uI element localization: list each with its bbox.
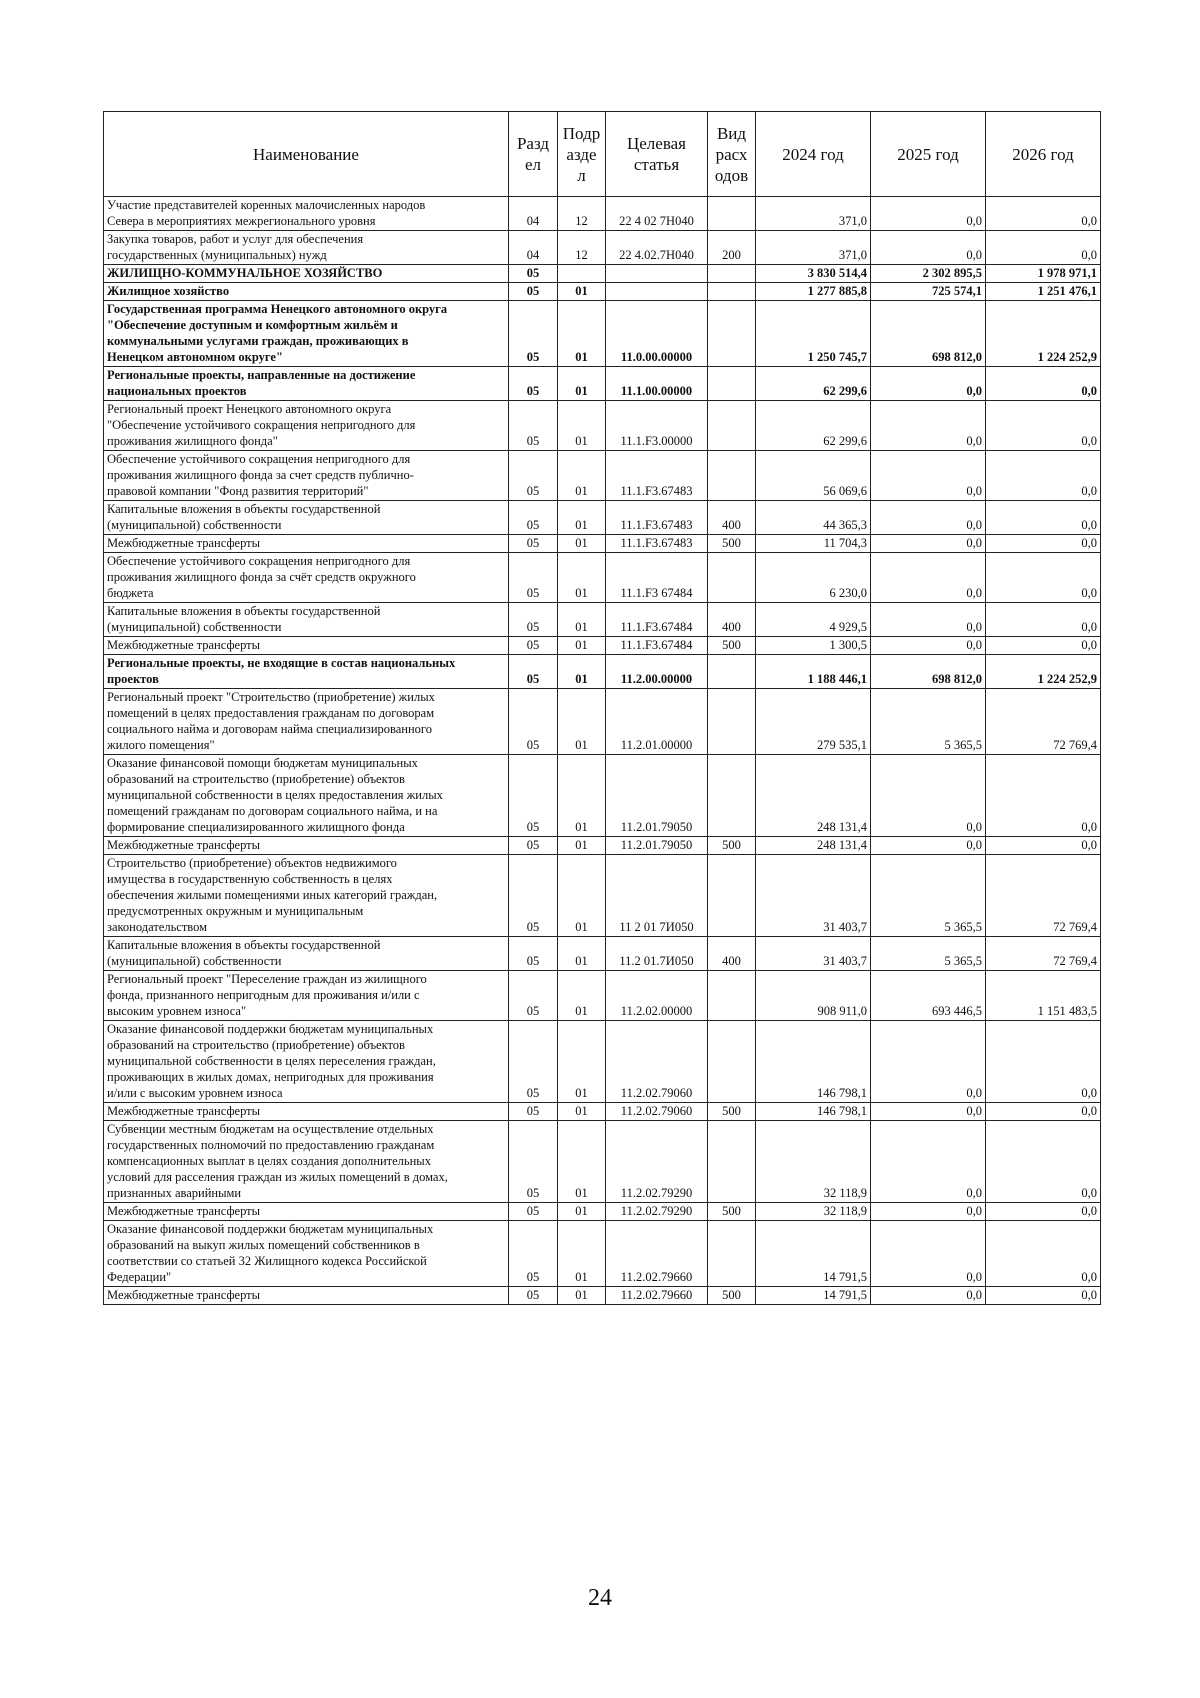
row-value-2025: 698 812,0 (871, 301, 986, 367)
row-value-2025: 0,0 (871, 451, 986, 501)
row-subsection: 12 (558, 231, 606, 265)
row-name: Региональные проекты, направленные на достижение национальных проектов (104, 367, 509, 401)
header-expense-type: Вид расх одов (708, 112, 756, 197)
row-value-2026: 0,0 (986, 603, 1101, 637)
row-value-2024: 31 403,7 (756, 855, 871, 937)
row-target-article: 11.1.F3.00000 (606, 401, 708, 451)
table-row (104, 755, 1101, 837)
row-expense-type: 500 (708, 1103, 756, 1121)
row-subsection: 01 (558, 855, 606, 937)
row-value-2025: 698 812,0 (871, 655, 986, 689)
row-section: 05 (509, 1021, 558, 1103)
row-value-2025: 0,0 (871, 535, 986, 553)
row-expense-type: 500 (708, 1203, 756, 1221)
row-expense-type: 400 (708, 603, 756, 637)
row-value-2026: 1 251 476,1 (986, 283, 1101, 301)
row-section: 05 (509, 283, 558, 301)
row-value-2025: 0,0 (871, 637, 986, 655)
row-value-2025: 0,0 (871, 401, 986, 451)
row-subsection: 01 (558, 689, 606, 755)
row-section: 05 (509, 401, 558, 451)
row-target-article: 11.1.F3.67483 (606, 501, 708, 535)
row-section: 05 (509, 1221, 558, 1287)
row-subsection: 01 (558, 1103, 606, 1121)
row-expense-type (708, 755, 756, 837)
table-row (104, 197, 1101, 231)
row-value-2024: 32 118,9 (756, 1203, 871, 1221)
row-name: ЖИЛИЩНО-КОММУНАЛЬНОЕ ХОЗЯЙСТВО (104, 265, 509, 283)
row-name: Межбюджетные трансферты (104, 637, 509, 655)
row-name: Межбюджетные трансферты (104, 535, 509, 553)
row-expense-type (708, 855, 756, 937)
table-row (104, 637, 1101, 655)
row-expense-type (708, 451, 756, 501)
row-name: Оказание финансовой поддержки бюджетам муниципальных образований на выкуп жилых помещений собственников в соответствии со статьей 32 Жилищного кодекса Российской Федерации" (104, 1221, 509, 1287)
table-row (104, 655, 1101, 689)
row-section: 05 (509, 535, 558, 553)
row-expense-type (708, 401, 756, 451)
row-target-article: 11.2.02.79660 (606, 1221, 708, 1287)
row-value-2026: 1 224 252,9 (986, 301, 1101, 367)
table-row (104, 283, 1101, 301)
row-section: 05 (509, 855, 558, 937)
row-section: 05 (509, 265, 558, 283)
table-row (104, 401, 1101, 451)
row-section: 05 (509, 971, 558, 1021)
row-value-2025: 693 446,5 (871, 971, 986, 1021)
row-value-2026: 0,0 (986, 553, 1101, 603)
table-row (104, 1121, 1101, 1203)
table-row (104, 689, 1101, 755)
row-expense-type (708, 553, 756, 603)
row-subsection: 01 (558, 401, 606, 451)
row-value-2026: 1 224 252,9 (986, 655, 1101, 689)
row-target-article: 11.2.01.79050 (606, 755, 708, 837)
row-value-2026: 0,0 (986, 401, 1101, 451)
row-value-2026: 72 769,4 (986, 689, 1101, 755)
row-value-2026: 0,0 (986, 1103, 1101, 1121)
row-section: 04 (509, 197, 558, 231)
row-expense-type: 200 (708, 231, 756, 265)
row-value-2024: 32 118,9 (756, 1121, 871, 1203)
row-section: 05 (509, 755, 558, 837)
row-target-article: 11.1.F3.67484 (606, 637, 708, 655)
table-row (104, 553, 1101, 603)
row-value-2026: 0,0 (986, 1287, 1101, 1305)
row-subsection: 12 (558, 197, 606, 231)
row-value-2026: 0,0 (986, 501, 1101, 535)
row-target-article: 11.2.02.79060 (606, 1103, 708, 1121)
row-value-2024: 14 791,5 (756, 1221, 871, 1287)
row-name: Оказание финансовой помощи бюджетам муниципальных образований на строительство (приобретение) объектов муниципальной собственности в целях предоставления жилых помещений гражданам по договорам социального найма, и на формирование специализированного жилищного фонда (104, 755, 509, 837)
row-expense-type (708, 689, 756, 755)
row-value-2026: 1 978 971,1 (986, 265, 1101, 283)
row-expense-type (708, 655, 756, 689)
row-value-2024: 248 131,4 (756, 755, 871, 837)
row-expense-type: 500 (708, 637, 756, 655)
row-value-2026: 0,0 (986, 367, 1101, 401)
row-name: Обеспечение устойчивого сокращения непригодного для проживания жилищного фонда за счёт средств окружного бюджета (104, 553, 509, 603)
row-subsection: 01 (558, 637, 606, 655)
table-row (104, 1021, 1101, 1103)
row-value-2026: 0,0 (986, 231, 1101, 265)
row-subsection: 01 (558, 755, 606, 837)
row-value-2025: 0,0 (871, 1021, 986, 1103)
row-target-article: 11.1.F3.67484 (606, 603, 708, 637)
row-name: Региональные проекты, не входящие в состав национальных проектов (104, 655, 509, 689)
row-value-2024: 3 830 514,4 (756, 265, 871, 283)
header-2026: 2026 год (986, 112, 1101, 197)
row-section: 05 (509, 637, 558, 655)
row-subsection: 01 (558, 937, 606, 971)
header-subsection: Подр азде л (558, 112, 606, 197)
row-value-2026: 0,0 (986, 1021, 1101, 1103)
row-target-article: 11.2.00.00000 (606, 655, 708, 689)
table-row (104, 265, 1101, 283)
table-row (104, 937, 1101, 971)
row-section: 05 (509, 553, 558, 603)
row-value-2025: 0,0 (871, 231, 986, 265)
row-value-2024: 1 300,5 (756, 637, 871, 655)
row-section: 05 (509, 367, 558, 401)
row-target-article: 11.2 01.7И050 (606, 937, 708, 971)
row-target-article: 11.2.02.00000 (606, 971, 708, 1021)
row-target-article: 11.1.00.00000 (606, 367, 708, 401)
table-row (104, 1221, 1101, 1287)
row-subsection: 01 (558, 971, 606, 1021)
row-name: Региональный проект "Переселение граждан из жилищного фонда, признанного непригодным для проживания и/или с высоким уровнем износа" (104, 971, 509, 1021)
row-value-2026: 1 151 483,5 (986, 971, 1101, 1021)
row-name: Межбюджетные трансферты (104, 1103, 509, 1121)
row-value-2024: 62 299,6 (756, 401, 871, 451)
row-subsection: 01 (558, 367, 606, 401)
row-expense-type: 500 (708, 837, 756, 855)
table-row (104, 231, 1101, 265)
header-2024: 2024 год (756, 112, 871, 197)
row-value-2025: 0,0 (871, 1203, 986, 1221)
row-value-2026: 0,0 (986, 837, 1101, 855)
row-value-2025: 0,0 (871, 1287, 986, 1305)
row-section: 05 (509, 301, 558, 367)
row-value-2026: 0,0 (986, 637, 1101, 655)
row-section: 04 (509, 231, 558, 265)
row-value-2024: 279 535,1 (756, 689, 871, 755)
header-section: Разд ел (509, 112, 558, 197)
row-expense-type (708, 1221, 756, 1287)
row-value-2024: 62 299,6 (756, 367, 871, 401)
row-value-2026: 0,0 (986, 1121, 1101, 1203)
row-subsection: 01 (558, 553, 606, 603)
row-name: Жилищное хозяйство (104, 283, 509, 301)
table-row (104, 367, 1101, 401)
row-value-2024: 1 188 446,1 (756, 655, 871, 689)
row-target-article (606, 265, 708, 283)
row-expense-type (708, 197, 756, 231)
table-row (104, 1203, 1101, 1221)
row-section: 05 (509, 655, 558, 689)
row-value-2024: 1 250 745,7 (756, 301, 871, 367)
row-name: Обеспечение устойчивого сокращения непригодного для проживания жилищного фонда за счет средств публично- правовой компании "Фонд развития территорий" (104, 451, 509, 501)
row-value-2026: 0,0 (986, 1203, 1101, 1221)
row-subsection: 01 (558, 1021, 606, 1103)
row-target-article: 11.1.F3 67484 (606, 553, 708, 603)
row-value-2026: 0,0 (986, 197, 1101, 231)
row-expense-type (708, 1121, 756, 1203)
row-subsection: 01 (558, 1287, 606, 1305)
row-value-2025: 2 302 895,5 (871, 265, 986, 283)
row-value-2025: 0,0 (871, 1121, 986, 1203)
row-value-2024: 44 365,3 (756, 501, 871, 535)
row-value-2026: 0,0 (986, 535, 1101, 553)
row-subsection: 01 (558, 501, 606, 535)
row-subsection: 01 (558, 1203, 606, 1221)
row-value-2024: 14 791,5 (756, 1287, 871, 1305)
row-target-article: 11.1.F3.67483 (606, 535, 708, 553)
table-row (104, 535, 1101, 553)
row-subsection: 01 (558, 603, 606, 637)
row-target-article: 11.2.02.79060 (606, 1021, 708, 1103)
table-body (104, 197, 1101, 1305)
row-value-2025: 0,0 (871, 837, 986, 855)
row-name: Региональный проект "Строительство (приобретение) жилых помещений в целях предоставления гражданам по договорам социального найма и договорам найма специализированного жилого помещения" (104, 689, 509, 755)
row-value-2025: 5 365,5 (871, 689, 986, 755)
row-target-article: 11.1.F3.67483 (606, 451, 708, 501)
row-value-2024: 371,0 (756, 231, 871, 265)
budget-table (103, 111, 1101, 1305)
row-value-2025: 5 365,5 (871, 855, 986, 937)
row-name: Оказание финансовой поддержки бюджетам муниципальных образований на строительство (приобретение) объектов муниципальной собственности в целях переселения граждан, проживающих в жилых домах, непригодных для проживания и/или с высоким уровнем износа (104, 1021, 509, 1103)
page-number: 24 (588, 1585, 612, 1611)
row-subsection (558, 265, 606, 283)
header-target-article: Целевая статья (606, 112, 708, 197)
row-name: Капитальные вложения в объекты государственной (муниципальной) собственности (104, 937, 509, 971)
row-subsection: 01 (558, 535, 606, 553)
row-name: Капитальные вложения в объекты государственной (муниципальной) собственности (104, 501, 509, 535)
row-expense-type (708, 265, 756, 283)
row-section: 05 (509, 937, 558, 971)
row-subsection: 01 (558, 837, 606, 855)
table-row (104, 451, 1101, 501)
row-section: 05 (509, 1121, 558, 1203)
row-section: 05 (509, 1103, 558, 1121)
row-value-2025: 0,0 (871, 553, 986, 603)
row-target-article (606, 283, 708, 301)
row-target-article: 22 4 02 7Н040 (606, 197, 708, 231)
row-value-2024: 248 131,4 (756, 837, 871, 855)
row-subsection: 01 (558, 301, 606, 367)
row-value-2026: 72 769,4 (986, 937, 1101, 971)
row-section: 05 (509, 837, 558, 855)
row-target-article: 22 4.02.7Н040 (606, 231, 708, 265)
row-section: 05 (509, 603, 558, 637)
row-name: Государственная программа Ненецкого автономного округа "Обеспечение доступным и комфортным жильём и коммунальными услугами граждан, проживающих в Ненецком автономном округе" (104, 301, 509, 367)
row-value-2024: 4 929,5 (756, 603, 871, 637)
table-row (104, 501, 1101, 535)
row-subsection: 01 (558, 451, 606, 501)
row-value-2025: 0,0 (871, 1103, 986, 1121)
row-target-article: 11.2.02.79660 (606, 1287, 708, 1305)
row-value-2024: 11 704,3 (756, 535, 871, 553)
row-value-2025: 0,0 (871, 755, 986, 837)
row-value-2024: 371,0 (756, 197, 871, 231)
row-expense-type: 500 (708, 1287, 756, 1305)
row-value-2025: 0,0 (871, 197, 986, 231)
row-subsection: 01 (558, 1121, 606, 1203)
row-name: Региональный проект Ненецкого автономного округа "Обеспечение устойчивого сокращения непригодного для проживания жилищного фонда" (104, 401, 509, 451)
row-section: 05 (509, 1203, 558, 1221)
row-section: 05 (509, 1287, 558, 1305)
row-value-2024: 908 911,0 (756, 971, 871, 1021)
row-name: Капитальные вложения в объекты государственной (муниципальной) собственности (104, 603, 509, 637)
row-name: Межбюджетные трансферты (104, 1287, 509, 1305)
row-expense-type (708, 301, 756, 367)
row-expense-type (708, 1021, 756, 1103)
row-name: Участие представителей коренных малочисленных народов Севера в мероприятиях межрегионального уровня (104, 197, 509, 231)
table-row (104, 855, 1101, 937)
row-expense-type: 400 (708, 937, 756, 971)
row-subsection: 01 (558, 1221, 606, 1287)
row-name: Закупка товаров, работ и услуг для обеспечения государственных (муниципальных) нужд (104, 231, 509, 265)
table-row (104, 301, 1101, 367)
table-header-row (104, 112, 1101, 197)
table-row (104, 1103, 1101, 1121)
row-value-2025: 0,0 (871, 603, 986, 637)
row-target-article: 11.2.01.79050 (606, 837, 708, 855)
row-value-2026: 72 769,4 (986, 855, 1101, 937)
row-name: Межбюджетные трансферты (104, 1203, 509, 1221)
row-section: 05 (509, 501, 558, 535)
table-row (104, 837, 1101, 855)
row-expense-type (708, 971, 756, 1021)
row-value-2024: 56 069,6 (756, 451, 871, 501)
header-name: Наименование (104, 112, 509, 197)
row-value-2024: 6 230,0 (756, 553, 871, 603)
row-expense-type: 500 (708, 535, 756, 553)
row-value-2024: 1 277 885,8 (756, 283, 871, 301)
row-target-article: 11.0.00.00000 (606, 301, 708, 367)
row-expense-type: 400 (708, 501, 756, 535)
row-value-2025: 5 365,5 (871, 937, 986, 971)
row-value-2024: 146 798,1 (756, 1021, 871, 1103)
row-expense-type (708, 367, 756, 401)
row-value-2026: 0,0 (986, 1221, 1101, 1287)
row-expense-type (708, 283, 756, 301)
row-section: 05 (509, 689, 558, 755)
row-value-2025: 725 574,1 (871, 283, 986, 301)
header-2025: 2025 год (871, 112, 986, 197)
row-subsection: 01 (558, 655, 606, 689)
row-target-article: 11.2.01.00000 (606, 689, 708, 755)
row-target-article: 11.2.02.79290 (606, 1121, 708, 1203)
row-name: Межбюджетные трансферты (104, 837, 509, 855)
table-row (104, 1287, 1101, 1305)
row-name: Субвенции местным бюджетам на осуществление отдельных государственных полномочий по предоставлению гражданам компенсационных выплат в целях создания дополнительных условий для расселения граждан из жилых помещений в домах, признанных аварийными (104, 1121, 509, 1203)
row-value-2024: 146 798,1 (756, 1103, 871, 1121)
row-value-2026: 0,0 (986, 755, 1101, 837)
row-value-2025: 0,0 (871, 367, 986, 401)
table-row (104, 603, 1101, 637)
row-section: 05 (509, 451, 558, 501)
row-subsection: 01 (558, 283, 606, 301)
row-value-2026: 0,0 (986, 451, 1101, 501)
row-value-2025: 0,0 (871, 1221, 986, 1287)
row-target-article: 11 2 01 7И050 (606, 855, 708, 937)
row-value-2025: 0,0 (871, 501, 986, 535)
row-target-article: 11.2.02.79290 (606, 1203, 708, 1221)
table-row (104, 971, 1101, 1021)
row-value-2024: 31 403,7 (756, 937, 871, 971)
row-name: Строительство (приобретение) объектов недвижимого имущества в государственную собственность в целях обеспечения жилыми помещениями иных категорий граждан, предусмотренных окружным и муниципальным законодательством (104, 855, 509, 937)
